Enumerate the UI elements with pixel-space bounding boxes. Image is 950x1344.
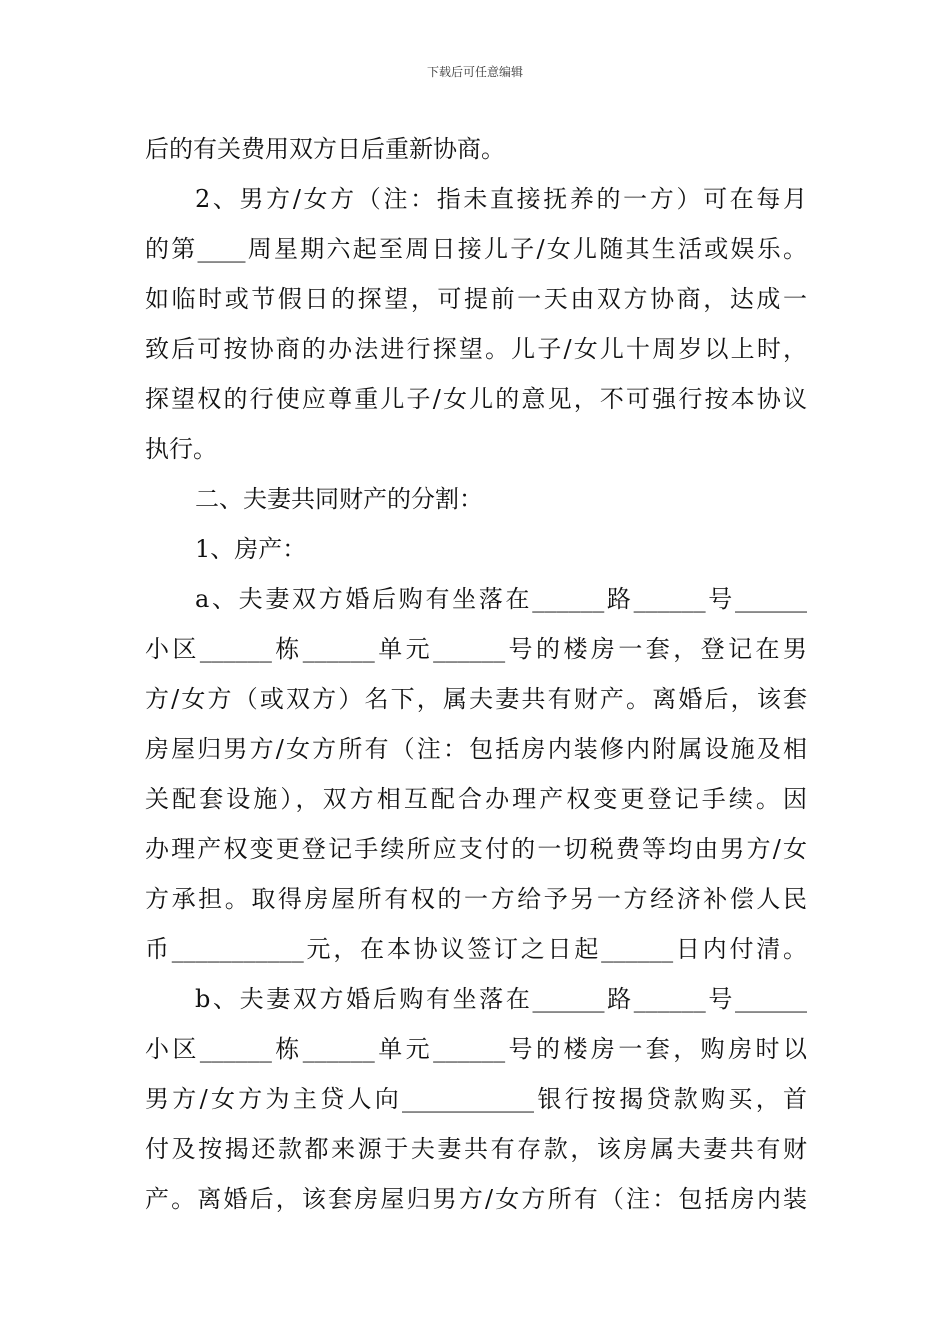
text-line: 方承担。取得房屋所有权的一方给予另一方经济补偿人民: [145, 885, 807, 913]
paragraph-visitation-start: 2、男方/女方（注：指未直接抚养的一方）可在每月: [195, 185, 807, 213]
text-line: 执行。: [145, 435, 217, 463]
text-line: 付及按揭还款都来源于夫妻共有存款，该房属夫妻共有财: [145, 1135, 807, 1163]
text-line: 探望权的行使应尊重儿子/女儿的意见，不可强行按本协议: [145, 385, 807, 413]
text-line: 致后可按协商的办法进行探望。儿子/女儿十周岁以上时，: [145, 335, 807, 363]
paragraph-house-a-start: a、夫妻双方婚后购有坐落在______路______号______: [195, 585, 807, 613]
text-line: 房屋归男方/女方所有（注：包括房内装修内附属设施及相: [145, 735, 807, 763]
text-line: 办理产权变更登记手续所应支付的一切税费等均由男方/女: [145, 835, 807, 863]
text-line: 小区______栋______单元______号的楼房一套，登记在男: [145, 635, 807, 663]
text-line: 男方/女方为主贷人向___________银行按揭贷款购买，首: [145, 1085, 807, 1113]
paragraph-house-b-start: b、夫妻双方婚后购有坐落在______路______号______: [195, 985, 807, 1013]
text-line: 关配套设施），双方相互配合办理产权变更登记手续。因: [145, 785, 807, 813]
subheading-real-estate: 1、房产：: [195, 535, 307, 563]
section-heading-property-division: 二、夫妻共同财产的分割：: [195, 485, 483, 513]
text-line: 小区______栋______单元______号的楼房一套，购房时以: [145, 1035, 807, 1063]
text-line: 后的有关费用双方日后重新协商。: [145, 135, 505, 163]
text-line: 产。离婚后，该套房屋归男方/女方所有（注：包括房内装: [145, 1185, 807, 1213]
text-line: 的第____周星期六起至周日接儿子/女儿随其生活或娱乐。: [145, 235, 807, 263]
text-line: 币___________元，在本协议签订之日起______日内付清。: [145, 935, 807, 963]
text-line: 如临时或节假日的探望，可提前一天由双方协商，达成一: [145, 285, 807, 313]
page-header-watermark: 下载后可任意编辑: [426, 65, 523, 79]
document-body: [145, 124, 807, 1224]
text-line: 方/女方（或双方）名下，属夫妻共有财产。离婚后，该套: [145, 685, 807, 713]
